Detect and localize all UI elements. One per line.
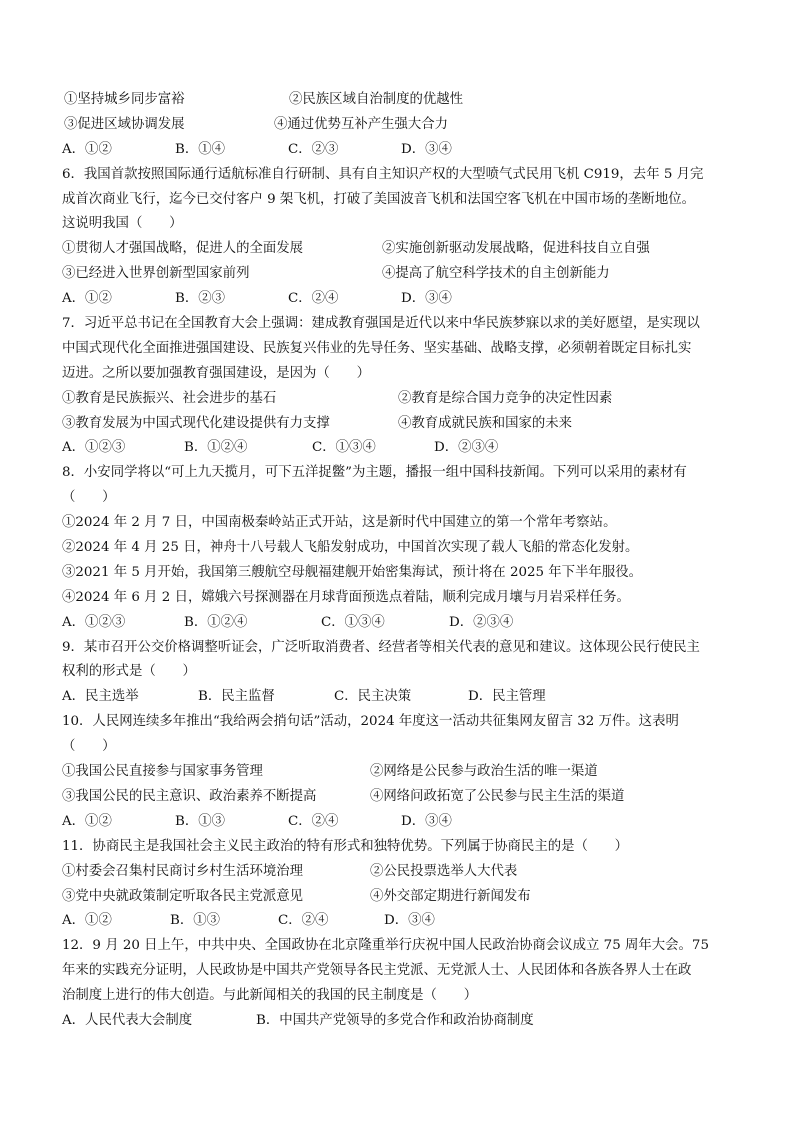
q5-option-4: ④通过优势互补产生强大合力 — [274, 116, 449, 132]
q12-choice-a: A．人民代表大会制度 — [62, 1012, 193, 1028]
q10-stem-line-1: 10．人民网连续多年推出“我给两会捎句话”活动，2024 年度这一活动共征集网友留言 32 万件。这表明 — [62, 714, 679, 730]
q5-choice-b: B．①④ — [175, 141, 226, 157]
q10-option-1: ①我国公民直接参与国家事务管理 — [62, 764, 263, 780]
q7-stem-line-3: 迈进。之所以要加强教育强国建设，是因为（ ） — [62, 365, 370, 381]
q11-option-2: ②公民投票选举人大代表 — [370, 863, 518, 879]
q6-option-4: ④提高了航空科学技术的自主创新能力 — [382, 266, 610, 282]
q7-choice-a: A．①②③ — [62, 440, 126, 456]
q8-choice-a: A．①②③ — [62, 614, 126, 630]
q12-stem-line-3: 治制度上进行的伟大创造。与此新闻相关的我国的民主制度是（ ） — [62, 988, 478, 1004]
q10-options-row-1 — [62, 760, 738, 785]
q8-item-3: ③2021 年 5 月开始，我国第三艘航空母舰福建舰开始密集海试，预计将在 2025 年下半年服役。 — [62, 564, 643, 580]
q6-choice-c: C．②④ — [288, 291, 339, 307]
q11-choice-d: D．③④ — [384, 913, 435, 929]
q11-stem-line-1: 11．协商民主是我国社会主义民主政治的特有形式和独特优势。下列属于协商民主的是（ ） — [62, 838, 629, 854]
q6-option-3: ③已经进入世界创新型国家前列 — [62, 266, 250, 282]
q5-option-1: ①坚持城乡同步富裕 — [64, 92, 185, 107]
q10-options-row-2 — [62, 785, 738, 810]
q9-choices — [62, 685, 738, 710]
q8-item-2: ②2024 年 4 月 25 日，神舟十八号载人飞船发射成功，中国首次实现了载人飞船的常态化发射。 — [62, 540, 639, 556]
q12-stem-line-2: 年来的实践充分证明，人民政协是中国共产党领导各民主党派、无党派人士、人民团体和各族各界人士在政 — [62, 963, 692, 979]
q12-stem-line-1: 12．9 月 20 日上午，中共中央、全国政协在北京隆重举行庆祝中国人民政治协商会议成立 75 周年大会。75 — [62, 938, 709, 954]
q12-choices — [62, 1009, 738, 1034]
q11-choices — [62, 909, 738, 934]
q10-choice-d: D．③④ — [401, 813, 452, 829]
q10-option-3: ③我国公民的民主意识、政治素养不断提高 — [62, 788, 317, 804]
q8-choices — [62, 611, 738, 636]
q7-options-row-2 — [62, 412, 738, 437]
q9-stem-line-2: 权利的形式是（ ） — [62, 664, 196, 680]
q6-options-row-1 — [62, 237, 738, 262]
q5-choices — [62, 138, 738, 163]
q10-choice-a: A．①② — [62, 813, 112, 829]
q7-option-3: ③教育发展为中国式现代化建设提供有力支撑 — [62, 415, 330, 431]
q6-option-1: ①贯彻人才强国战略，促进人的全面发展 — [62, 241, 304, 257]
q7-option-1: ①教育是民族振兴、社会进步的基石 — [62, 390, 277, 406]
q11-option-3: ③党中央就政策制定听取各民主党派意见 — [62, 888, 304, 904]
q11-option-1: ①村委会召集村民商讨乡村生活环境治理 — [62, 863, 304, 879]
q7-options-row-1 — [62, 387, 738, 412]
q6-stem-line-2: 成首次商业飞行，迄今已交付客户 9 架飞机，打破了美国波音飞机和法国空客飞机在中国市场的垄断地位。 — [62, 191, 695, 207]
q10-choice-c: C．②④ — [288, 813, 339, 829]
q9-choice-c: C．民主决策 — [334, 689, 412, 705]
q11-options-row-1 — [62, 860, 738, 885]
q9-choice-b: B．民主监督 — [198, 689, 275, 705]
q7-option-4: ④教育成就民族和国家的未来 — [398, 415, 573, 431]
q6-choices — [62, 287, 738, 312]
q6-stem-line-1: 6．我国首款按照国际通行适航标准自行研制、具有自主知识产权的大型喷气式民用飞机 C919，去年 5 月完 — [62, 166, 704, 182]
q8-item-4: ④2024 年 6 月 2 日，嫦娥六号探测器在月球背面预选点着陆，顺利完成月壤与月岩采样任务。 — [62, 589, 630, 605]
q9-choice-d: D．民主管理 — [468, 689, 546, 705]
q10-choice-b: B．①③ — [175, 813, 226, 829]
q6-choice-b: B．②③ — [175, 291, 226, 307]
q7-option-2: ②教育是综合国力竞争的决定性因素 — [398, 390, 613, 406]
q11-choice-c: C．②④ — [278, 913, 329, 929]
q6-options-row-2 — [62, 262, 738, 287]
q6-choice-d: D．③④ — [401, 291, 452, 307]
q5-choice-a: A．①② — [62, 141, 112, 157]
q8-item-1: ①2024 年 2 月 7 日，中国南极秦岭站正式开站，这是新时代中国建立的第一个常年考察站。 — [62, 515, 617, 531]
q5-choice-c: C．②③ — [288, 141, 339, 157]
q7-choice-c: C．①③④ — [312, 440, 376, 456]
q8-stem-line-1: 8．小安同学将以“可上九天揽月，可下五洋捉鳖”为主题，播报一组中国科技新闻。下列可以采用的素材有 — [62, 465, 687, 481]
q12-choice-b: B．中国共产党领导的多党合作和政治协商制度 — [256, 1012, 534, 1028]
q10-stem-line-2: （ ） — [62, 739, 116, 755]
q6-option-2: ②实施创新驱动发展战略，促进科技自立自强 — [382, 241, 650, 257]
q5-option-3: ③促进区域协调发展 — [64, 116, 185, 132]
q5-choice-d: D．③④ — [401, 141, 452, 157]
q6-stem-line-3: 这说明我国（ ） — [62, 216, 183, 232]
q10-option-2: ②网络是公民参与政治生活的唯一渠道 — [370, 764, 598, 780]
q5-option-2: ②民族区域自治制度的优越性 — [289, 92, 464, 107]
q5-options-row-1 — [62, 88, 738, 113]
q9-choice-a: A．民主选举 — [62, 689, 139, 705]
q8-choice-b: B．①②④ — [184, 614, 248, 630]
q10-option-4: ④网络问政拓宽了公民参与民主生活的渠道 — [370, 788, 625, 804]
q11-option-4: ④外交部定期进行新闻发布 — [370, 888, 531, 904]
q5-options-row-2 — [62, 113, 738, 138]
q8-choice-d: D．②③④ — [449, 614, 514, 630]
q11-options-row-2 — [62, 885, 738, 910]
q6-choice-a: A．①② — [62, 291, 112, 307]
q7-choices — [62, 436, 738, 461]
q11-choice-a: A．①② — [62, 913, 112, 929]
exam-page — [62, 88, 738, 1034]
q7-choice-d: D．②③④ — [434, 440, 499, 456]
q10-choices — [62, 810, 738, 835]
q7-stem-line-2: 中国式现代化全面推进强国建设、民族复兴伟业的先导任务、坚实基础、战略支撑，必须朝着既定目标扎实 — [62, 340, 692, 356]
q11-choice-b: B．①③ — [170, 913, 221, 929]
q9-stem-line-1: 9．某市召开公交价格调整听证会，广泛听取消费者、经营者等相关代表的意见和建议。这体现公民行使民主 — [62, 639, 700, 655]
q7-choice-b: B．①②④ — [184, 440, 248, 456]
q8-stem-line-2: （ ） — [62, 490, 116, 506]
q8-choice-c: C．①③④ — [321, 614, 385, 630]
q7-stem-line-1: 7．习近平总书记在全国教育大会上强调：建成教育强国是近代以来中华民族梦寐以求的美好愿望，是实现以 — [62, 316, 700, 332]
